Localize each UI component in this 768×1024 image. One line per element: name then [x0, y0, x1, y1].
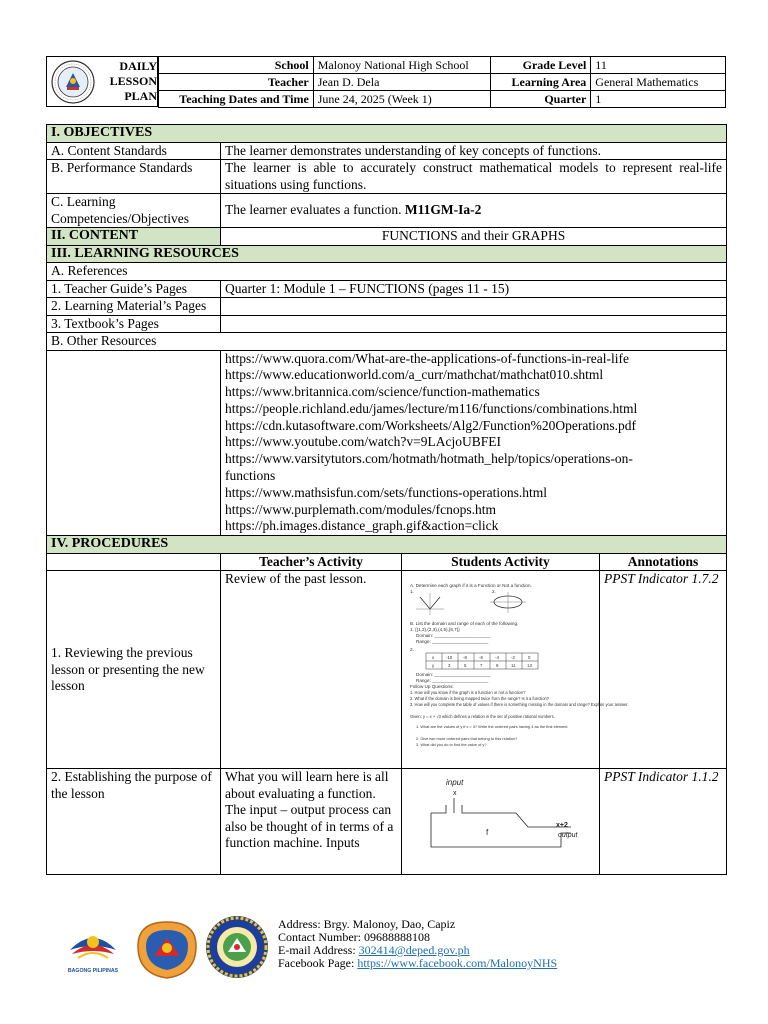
references-label: A. References: [47, 263, 727, 281]
content-topic: FUNCTIONS and their GRAPHS: [221, 228, 727, 246]
teacher-activity-cell: What you will learn here is all about evaluating a function. The input – output process can also be thought of in terms of a function machine. Inputs: [221, 769, 402, 875]
title-line: PLAN: [124, 89, 157, 103]
teacher-value: Jean D. Dela: [313, 74, 490, 91]
table-cell: x: [432, 655, 435, 661]
other-resources-label: B. Other Resources: [47, 333, 727, 351]
worksheet-text: 2.: [492, 589, 496, 595]
worksheet-text: 2. Give two more ordered pairs that belong to this relation?: [416, 736, 518, 742]
resource-link[interactable]: https://people.richland.edu/james/lecture/m116/functions/combinations.html: [225, 400, 638, 416]
table-cell: -8: [463, 655, 467, 661]
teacher-label: Teacher: [159, 74, 314, 91]
facebook-line: [278, 957, 557, 970]
teacher-guide-value: Quarter 1: Module 1 – FUNCTIONS (pages 11 - 15): [221, 280, 727, 298]
performance-standards-label: B. Performance Standards: [47, 160, 221, 194]
table-cell: -4: [495, 655, 499, 661]
bagong-pilipinas-logo-icon: [64, 920, 122, 978]
teacher-guide-label: 1. Teacher Guide’s Pages: [47, 280, 221, 298]
worksheet-text: 3. How will you complete the table of values if there is something missing in the domain and range? Explain your answer.: [410, 702, 629, 708]
worksheet-text: 1. How will you know if the graph is a function or not a function?: [410, 690, 526, 696]
title-line: LESSON: [109, 74, 157, 88]
table-cell: 9: [496, 663, 499, 669]
performance-standards-value: The learner is able to accurately construct mathematical models to represent real-life situations using functions.: [221, 160, 727, 194]
procedure-step-label: 1. Reviewing the previous lesson or presenting the new lesson: [47, 571, 221, 769]
table-cell: 3: [448, 663, 451, 669]
procedures-heading: IV. PROCEDURES: [47, 536, 727, 554]
table-cell: -6: [479, 655, 483, 661]
f-label: f: [486, 828, 489, 838]
worksheet-text: A. Determine each graph if it is a Function or Not a function.: [410, 583, 532, 589]
table-cell: 5: [464, 663, 467, 669]
students-activity-header: Students Activity: [402, 553, 600, 571]
learning-material-value: [221, 298, 727, 316]
worksheet-text: Domain: ______________________: [416, 672, 491, 678]
lesson-plan-page: [46, 56, 726, 875]
daily-lesson-plan-title: [101, 59, 157, 104]
header-info-table: [158, 56, 726, 108]
table-cell: 13: [527, 663, 532, 669]
learning-area-value: General Mathematics: [591, 74, 726, 91]
procedure-step-label: 2. Establishing the purpose of the lesson: [47, 769, 221, 875]
input-label: input: [446, 778, 464, 788]
title-line: DAILY: [119, 59, 157, 73]
textbook-label: 3. Textbook’s Pages: [47, 315, 221, 333]
deped-school-logo-icon: [132, 916, 202, 982]
school-value: Malonoy National High School: [313, 57, 490, 74]
resource-link[interactable]: https://cdn.kutasoftware.com/Worksheets/Alg2/Function%20Operations.pdf: [225, 417, 636, 433]
learning-area-label: Learning Area: [490, 74, 591, 91]
resource-links: [221, 350, 727, 536]
table-cell: y: [432, 663, 435, 669]
resource-link[interactable]: functions: [225, 468, 276, 484]
output-expression: x+2: [556, 822, 568, 830]
resource-link[interactable]: https://www.quora.com/What-are-the-applications-of-functions-in-real-life: [225, 350, 629, 366]
teacher-activity-cell: Review of the past lesson.: [221, 571, 402, 769]
dates-value: June 24, 2025 (Week 1): [313, 91, 490, 108]
annotation-cell: PPST Indicator 1.7.2: [600, 571, 727, 769]
lesson-plan-table: [46, 124, 727, 875]
resources-heading: III. LEARNING RESOURCES: [47, 245, 727, 263]
content-heading: II. CONTENT: [47, 228, 221, 246]
deped-seal-icon: [51, 60, 95, 104]
worksheet-text: 1. What are the values of y if x = 4? Write the ordered pairs having 4 as the first element.: [416, 724, 569, 730]
worksheet-text: Range: ______________________: [416, 678, 489, 684]
teacher-activity-header: Teacher’s Activity: [221, 553, 402, 571]
quarter-value: 1: [591, 91, 726, 108]
worksheet-text: Given: y = x + √3 which defines a relation in the set of positive rational numbers.: [410, 714, 555, 720]
resource-link[interactable]: https://www.varsitytutors.com/hotmath/hotmath_help/topics/operations-on-: [225, 451, 633, 467]
footer: [60, 914, 720, 984]
table-cell: -2: [511, 655, 515, 661]
worksheet-text: 2. What if the domain is being mapped twice from the range? Is it a function?: [410, 696, 550, 702]
quarter-label: Quarter: [490, 91, 591, 108]
resource-link[interactable]: https://www.youtube.com/watch?v=9LAcjoUBFEI: [225, 434, 501, 450]
email-link[interactable]: 302414@deped.gov.ph: [358, 943, 470, 957]
competency-text: The learner evaluates a function.: [225, 202, 405, 218]
function-machine-diagram: [406, 773, 596, 869]
competencies-value: [221, 194, 727, 228]
table-cell: 11: [511, 663, 516, 669]
dates-label: Teaching Dates and Time: [159, 91, 314, 108]
worksheet-text: Range: ______________________: [416, 639, 489, 645]
worksheet-text: B. List the domain and range of each of the following.: [410, 621, 519, 627]
header: [46, 56, 726, 107]
resource-link[interactable]: https://www.purplemath.com/modules/fcnops.htm: [225, 501, 496, 517]
worksheet-text: 1.: [410, 589, 414, 595]
review-worksheet-image: [406, 577, 629, 757]
x-label: x: [453, 790, 457, 798]
resource-link[interactable]: https://ph.images.distance_graph.gif&action=click: [225, 518, 499, 534]
school-contact-info: [278, 918, 557, 970]
bagong-pilipinas-text: BAGONG PILIPINAS: [67, 968, 119, 974]
header-logo-cell: [46, 56, 158, 107]
content-standards-label: A. Content Standards: [47, 142, 221, 160]
annotation-cell: PPST Indicator 1.1.2: [600, 769, 727, 875]
address: Address: Brgy. Malonoy, Dao, Capiz: [278, 917, 456, 931]
learning-material-label: 2. Learning Material’s Pages: [47, 298, 221, 316]
email-label: E-mail Address:: [278, 943, 359, 957]
contact-number: Contact Number: 09688888108: [278, 930, 430, 944]
grade-level-value: 11: [591, 57, 726, 74]
table-cell: 0: [528, 655, 531, 661]
worksheet-text: Domain: ______________________: [416, 633, 491, 639]
resource-link[interactable]: https://www.mathsisfun.com/sets/functions-operations.html: [225, 484, 547, 500]
competency-code: M11GM-Ia-2: [404, 202, 482, 218]
worksheet-text: 1. {(1,2),(2,3),(4,5),(6,7)}: [410, 627, 460, 633]
worksheet-text: 2.: [410, 647, 414, 653]
grade-level-label: Grade Level: [490, 57, 591, 74]
students-activity-cell: [402, 769, 600, 875]
facebook-link[interactable]: https://www.facebook.com/MalonoyNHS: [357, 956, 558, 970]
resource-link[interactable]: https://www.educationworld.com/a_curr/mathchat/mathchat010.shtml: [225, 367, 604, 383]
school-label: School: [159, 57, 314, 74]
resource-link[interactable]: https://www.britannica.com/science/function-mathematics: [225, 384, 540, 400]
links-blank-cell: [47, 350, 221, 536]
facebook-label: Facebook Page:: [278, 956, 358, 970]
textbook-value: [221, 315, 727, 333]
worksheet-text: 3. What did you do to find the value of y?: [416, 742, 487, 748]
table-cell: 7: [480, 663, 483, 669]
school-seal-icon: [204, 914, 270, 980]
worksheet-text: Follow Up Questions:: [410, 684, 454, 690]
objectives-heading: I. OBJECTIVES: [47, 125, 727, 143]
content-standards-value: The learner demonstrates understanding of key concepts of functions.: [221, 142, 727, 160]
output-label: output: [558, 832, 578, 840]
competencies-label: C. Learning Competencies/Objectives: [47, 194, 221, 228]
table-cell: -10: [446, 655, 453, 661]
procedure-blank-header: [47, 553, 221, 571]
annotations-header: Annotations: [600, 553, 727, 571]
students-activity-cell: [402, 571, 629, 769]
